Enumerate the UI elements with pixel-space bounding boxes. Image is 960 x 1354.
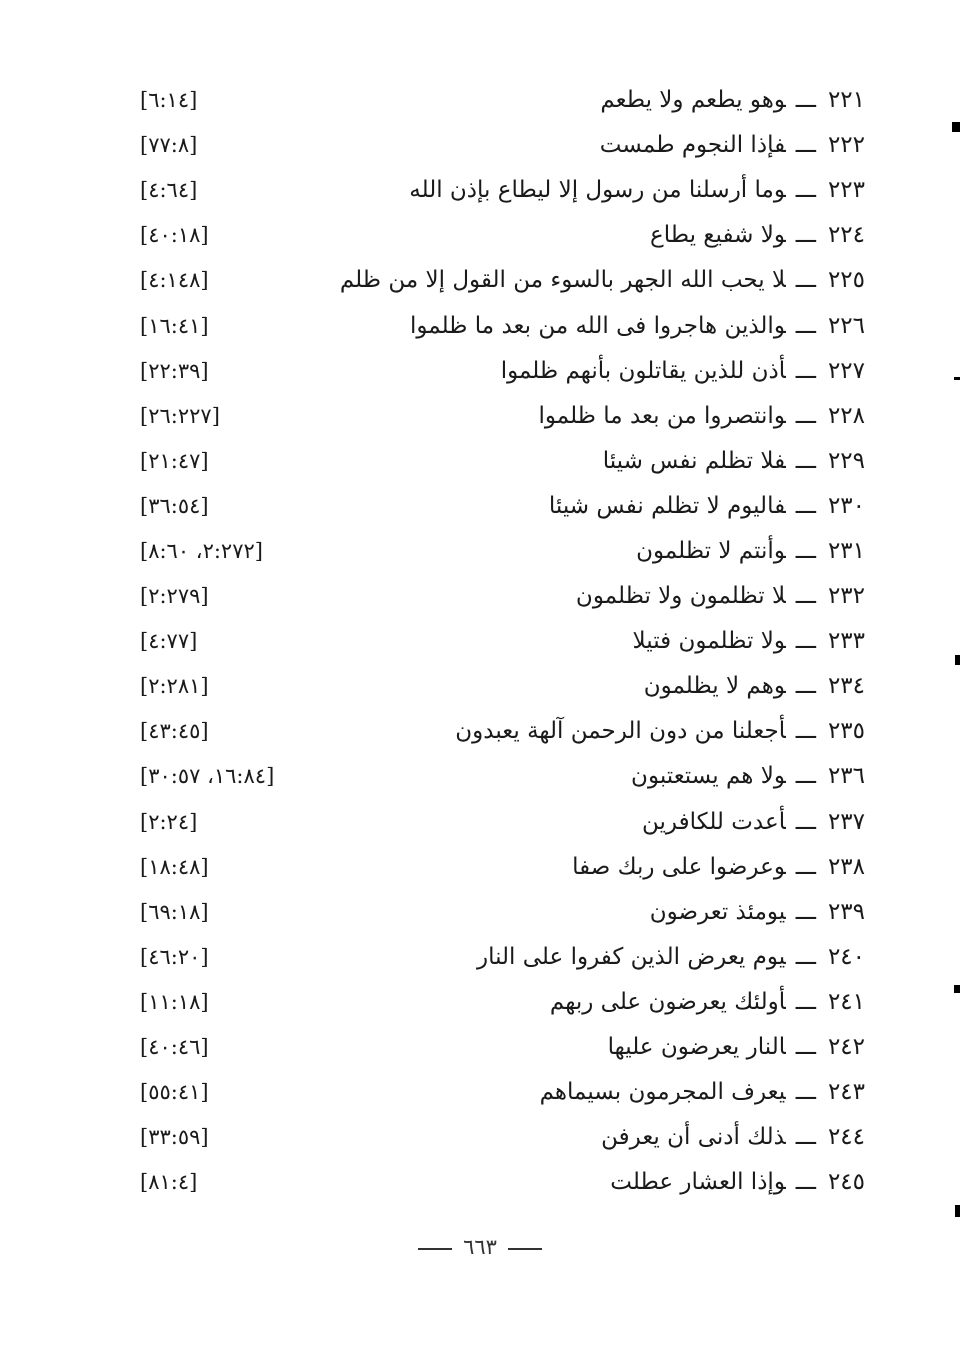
entry-row [130, 1115, 865, 1160]
entry-phrase: أولئك يعرضون على ربهم [549, 988, 786, 1015]
verse-reference: [٢٢:٣٩] [140, 358, 209, 383]
entry-text [642, 808, 865, 835]
entry-phrase: يعرف المجرمون بسيماهم [539, 1079, 786, 1106]
verse-reference: [٤٣:٤٥] [140, 719, 209, 744]
entry-text [409, 179, 865, 202]
entry-text [540, 1081, 865, 1104]
verse-reference: [٢:٢٧٢، ٨:٦٠] [140, 538, 263, 563]
entry-number: ٢٣٦ [827, 763, 865, 790]
entry-separator: ـــ [795, 988, 816, 1015]
entry-separator: ـــ [795, 492, 816, 519]
entry-phrase: وهم لا يظلمون [643, 673, 786, 700]
entry-number: ٢٢٣ [827, 177, 865, 204]
entry-phrase: يوم يعرض الذين كفروا على النار [476, 943, 786, 970]
entry-separator: ـــ [795, 808, 816, 835]
entry-text [600, 89, 865, 112]
entry-phrase: وما أرسلنا من رسول إلا ليطاع بإذن الله [409, 177, 786, 204]
verse-reference: [٤:١٤٨] [140, 268, 209, 293]
entry-separator: ـــ [795, 402, 816, 429]
entry-phrase: وإذا العشار عطلت [610, 1169, 786, 1196]
entry-phrase: ولا شفيع يطاع [650, 222, 786, 249]
entry-text [340, 269, 865, 292]
verse-reference: [٧٧:٨] [140, 133, 198, 158]
verse-reference: [٢٦:٢٢٧] [140, 403, 220, 428]
entry-row [130, 574, 865, 619]
verse-reference: [٦:١٤] [140, 88, 198, 113]
entry-phrase: لا تظلمون ولا تظلمون [575, 583, 786, 610]
entry-phrase: فإذا النجوم طمست [599, 132, 786, 159]
entry-separator: ـــ [795, 447, 816, 474]
entry-text [644, 675, 865, 698]
entry-list [130, 78, 865, 1205]
entry-number: ٢٤٢ [827, 1034, 865, 1061]
entry-text [548, 492, 865, 519]
verse-reference: [١٦:٤١] [140, 313, 209, 338]
entry-row [130, 935, 865, 980]
verse-reference: [٦٩:١٨] [140, 899, 209, 924]
entry-phrase: ولا تظلمون فتيلا [632, 628, 786, 655]
entry-number: ٢٢٩ [827, 447, 865, 474]
verse-reference: [٢:٢٤] [140, 809, 198, 834]
entry-number: ٢٢٧ [827, 357, 865, 384]
footer-dash-left [508, 1248, 542, 1250]
entry-text [650, 224, 865, 247]
entry-separator: ـــ [795, 898, 816, 925]
entry-row [130, 1025, 865, 1070]
entry-phrase: أعدت للكافرين [642, 808, 786, 835]
entry-number: ٢٤٠ [827, 943, 865, 970]
verse-reference: [٤٠:٤٦] [140, 1035, 209, 1060]
entry-row [130, 258, 865, 303]
entry-phrase: لا يحب الله الجهر بالسوء من القول إلا من ظلم [339, 267, 786, 294]
entry-text [410, 312, 865, 339]
verse-reference: [٤٠:١٨] [140, 223, 209, 248]
entry-phrase: ذلك أدنى أن يعرفن [601, 1124, 786, 1151]
entry-phrase: يومئذ تعرضون [649, 898, 786, 925]
entry-separator: ـــ [795, 628, 816, 655]
entry-row [130, 890, 865, 935]
entry-number: ٢٣٣ [827, 628, 865, 655]
entry-phrase: وهو يطعم ولا يطعم [600, 87, 786, 114]
entry-row [130, 78, 865, 123]
entry-text [549, 988, 865, 1015]
verse-reference: [٤٦:٢٠] [140, 944, 209, 969]
entry-number: ٢٢٤ [827, 222, 865, 249]
entry-row [130, 123, 865, 168]
entry-number: ٢٣٤ [827, 673, 865, 700]
entry-row [130, 800, 865, 845]
entry-phrase: والذين هاجروا فى الله من بعد ما ظلموا [410, 312, 786, 339]
footer-dash-right [418, 1248, 452, 1250]
verse-reference: [٣٣:٥٩] [140, 1125, 209, 1150]
entry-text [538, 402, 866, 429]
entry-row [130, 709, 865, 754]
entry-number: ٢٢٥ [827, 267, 865, 294]
scan-mark [952, 122, 960, 132]
entry-phrase: أذن للذين يقاتلون بأنهم ظلموا [500, 357, 786, 384]
entry-text [500, 357, 865, 384]
entry-separator: ـــ [795, 537, 816, 564]
entry-number: ٢٢٦ [827, 312, 865, 339]
entry-text [602, 447, 865, 474]
entry-text [631, 765, 865, 788]
entry-separator: ـــ [795, 267, 816, 294]
entry-phrase: أجعلنا من دون الرحمن آلهة يعبدون [455, 718, 786, 745]
page-number: ٦٦٣ [463, 1235, 497, 1259]
entry-row [130, 529, 865, 574]
entry-phrase: وعرضوا على ربك صفا [572, 853, 786, 880]
entry-number: ٢٣٢ [827, 583, 865, 610]
entry-phrase: ولا هم يستعتبون [631, 763, 786, 790]
entry-text [600, 134, 865, 157]
entry-number: ٢٣٩ [827, 898, 865, 925]
entry-text [455, 720, 865, 743]
verse-reference: [٤:٦٤] [140, 178, 198, 203]
entry-separator: ـــ [795, 1079, 816, 1106]
verse-reference: [٥٥:٤١] [140, 1080, 209, 1105]
verse-reference: [٨١:٤] [140, 1170, 198, 1195]
entry-row [130, 439, 865, 484]
entry-text [572, 853, 865, 880]
entry-separator: ـــ [795, 87, 816, 114]
entry-row [130, 349, 865, 394]
verse-reference: [٢:٢٨١] [140, 674, 209, 699]
entry-row [130, 484, 865, 529]
entry-separator: ـــ [795, 132, 816, 159]
entry-number: ٢٢٢ [827, 132, 865, 159]
entry-separator: ـــ [795, 673, 816, 700]
entry-number: ٢٢١ [827, 87, 865, 114]
entry-phrase: فلا تظلم نفس شيئا [602, 447, 786, 474]
entry-row [130, 980, 865, 1025]
entry-number: ٢٤١ [827, 988, 865, 1015]
entry-separator: ـــ [795, 718, 816, 745]
verse-reference: [١٨:٤٨] [140, 854, 209, 879]
entry-row [130, 664, 865, 709]
scan-mark [954, 377, 960, 380]
entry-row [130, 303, 865, 348]
verse-reference: [٤:٧٧] [140, 629, 198, 654]
entry-text [601, 1126, 865, 1149]
entry-row [130, 213, 865, 258]
page-footer [0, 1235, 960, 1259]
entry-row [130, 168, 865, 213]
entry-row [130, 845, 865, 890]
entry-separator: ـــ [795, 853, 816, 880]
entry-text [610, 1171, 865, 1194]
entry-number: ٢٤٥ [827, 1169, 865, 1196]
scan-mark [954, 985, 960, 993]
entry-text [633, 630, 865, 653]
entry-separator: ـــ [795, 1124, 816, 1151]
entry-separator: ـــ [795, 1034, 816, 1061]
entry-separator: ـــ [795, 312, 816, 339]
entry-number: ٢٣٨ [827, 853, 865, 880]
entry-row [130, 1070, 865, 1115]
entry-phrase: وانتصروا من بعد ما ظلموا [538, 402, 786, 429]
entry-number: ٢٤٣ [827, 1079, 865, 1106]
entry-separator: ـــ [795, 222, 816, 249]
entry-row [130, 754, 865, 799]
scan-mark [955, 655, 960, 665]
entry-text [608, 1036, 865, 1059]
verse-reference: [٢:٢٧٩] [140, 584, 209, 609]
entry-row [130, 1160, 865, 1205]
entry-number: ٢٣٧ [827, 808, 865, 835]
verse-reference: [٣٦:٥٤] [140, 493, 209, 518]
entry-separator: ـــ [795, 1169, 816, 1196]
entry-number: ٢٣٥ [827, 718, 865, 745]
entry-text [476, 943, 865, 970]
entry-separator: ـــ [795, 177, 816, 204]
entry-phrase: وأنتم لا تظلمون [636, 537, 786, 564]
entry-separator: ـــ [795, 943, 816, 970]
entry-phrase: فاليوم لا تظلم نفس شيئا [548, 492, 786, 519]
entry-text [576, 585, 865, 608]
entry-row [130, 394, 865, 439]
entry-text [636, 537, 865, 564]
entry-number: ٢٤٤ [827, 1124, 865, 1151]
entry-row [130, 619, 865, 664]
verse-reference: [١٦:٨٤، ٣٠:٥٧] [140, 764, 275, 789]
entry-phrase: النار يعرضون عليها [607, 1034, 786, 1061]
entry-text [649, 898, 865, 925]
entry-separator: ـــ [795, 583, 816, 610]
entry-separator: ـــ [795, 763, 816, 790]
entry-number: ٢٣٠ [827, 492, 865, 519]
entry-separator: ـــ [795, 357, 816, 384]
scan-mark [955, 1205, 960, 1217]
entry-number: ٢٣١ [827, 537, 865, 564]
verse-reference: [١١:١٨] [140, 989, 209, 1014]
verse-reference: [٢١:٤٧] [140, 448, 209, 473]
entry-number: ٢٢٨ [827, 402, 865, 429]
